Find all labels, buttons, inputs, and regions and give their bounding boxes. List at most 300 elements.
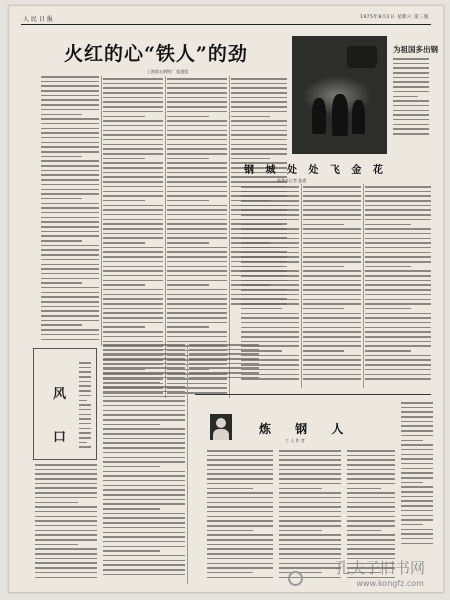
text-line: [167, 326, 209, 328]
text-line: [41, 301, 99, 303]
text-line: [41, 315, 99, 317]
text-line: [35, 473, 97, 475]
text-line: [41, 296, 99, 298]
text-line: [303, 327, 361, 329]
feng-kou-byline-column: [79, 362, 91, 452]
text-line: [365, 214, 431, 216]
text-line: [241, 303, 299, 305]
text-line: [279, 450, 341, 452]
text-line: [79, 404, 91, 406]
text-line: [79, 442, 87, 444]
text-line: [241, 327, 299, 329]
text-line: [207, 516, 273, 518]
text-line: [207, 572, 253, 574]
text-line: [103, 331, 163, 333]
text-line: [303, 299, 361, 301]
text-line: [401, 416, 433, 418]
text-line: [279, 478, 341, 480]
text-line: [231, 87, 287, 89]
text-line: [167, 242, 209, 244]
text-line: [41, 90, 99, 92]
text-line: [393, 86, 429, 88]
text-line: [41, 259, 99, 261]
text-line: [303, 374, 361, 376]
article-2-byline: 新华社记者 报道: [277, 178, 307, 183]
text-line: [103, 410, 185, 412]
text-line: [347, 502, 395, 504]
text-line: [79, 381, 91, 383]
text-line: [231, 125, 287, 127]
text-line: [103, 97, 163, 99]
text-line: [167, 116, 209, 118]
poem-stanza-column-2: [279, 450, 341, 582]
text-line: [401, 515, 433, 517]
text-line: [365, 327, 431, 329]
text-line: [393, 100, 429, 102]
text-line: [401, 411, 433, 413]
text-line: [401, 449, 433, 451]
text-line: [279, 488, 322, 490]
text-line: [35, 558, 97, 560]
text-line: [103, 195, 163, 197]
text-line: [103, 475, 185, 477]
text-line: [303, 369, 361, 371]
text-line: [241, 275, 299, 277]
text-line: [401, 477, 433, 479]
text-line: [103, 405, 185, 407]
text-line: [41, 254, 99, 256]
text-line: [401, 538, 433, 540]
text-line: [103, 353, 185, 355]
text-line: [103, 363, 185, 365]
text-line: [103, 87, 163, 89]
text-line: [103, 358, 185, 360]
text-line: [41, 132, 99, 134]
text-line: [231, 139, 287, 141]
text-line: [347, 459, 395, 461]
text-line: [79, 423, 91, 425]
text-line: [103, 503, 185, 505]
text-line: [79, 432, 91, 434]
text-line: [79, 418, 91, 420]
text-line: [303, 331, 361, 333]
text-line: [79, 428, 91, 430]
text-line: [41, 193, 99, 195]
text-line: [103, 536, 185, 538]
text-line: [365, 224, 411, 226]
text-line: [35, 553, 97, 555]
text-line: [241, 214, 299, 216]
text-line: [303, 228, 361, 230]
text-line: [207, 530, 253, 532]
portrait-face: [216, 418, 226, 428]
column-rule: [301, 184, 302, 388]
text-line: [279, 473, 341, 475]
text-line: [207, 577, 273, 579]
text-line: [347, 497, 395, 499]
text-line: [231, 158, 270, 160]
column-rule: [187, 344, 188, 584]
text-line: [41, 76, 99, 78]
text-line: [167, 275, 227, 277]
text-line: [365, 374, 431, 376]
text-line: [103, 209, 163, 211]
text-line: [365, 284, 431, 286]
text-line: [103, 200, 145, 202]
text-line: [103, 367, 185, 369]
text-line: [401, 402, 433, 404]
text-line: [231, 97, 287, 99]
text-line: [167, 195, 227, 197]
text-line: [365, 336, 431, 338]
text-line: [79, 414, 91, 416]
text-line: [167, 176, 227, 178]
text-line: [103, 480, 185, 482]
text-line: [103, 130, 163, 132]
text-line: [167, 158, 209, 160]
text-line: [103, 223, 163, 225]
text-line: [241, 247, 299, 249]
text-line: [103, 308, 163, 310]
text-line: [41, 329, 99, 331]
text-line: [347, 450, 395, 452]
text-line: [167, 237, 227, 239]
text-line: [167, 223, 227, 225]
text-line: [231, 111, 287, 113]
text-line: [241, 252, 299, 254]
text-line: [103, 322, 163, 324]
text-line: [303, 256, 361, 258]
text-line: [103, 148, 163, 150]
watermark-text: 孔夫子旧书网: [334, 559, 425, 577]
text-line: [347, 464, 395, 466]
text-line: [167, 191, 227, 193]
text-line: [279, 563, 341, 565]
text-line: [347, 539, 395, 541]
text-line: [189, 367, 259, 369]
text-line: [167, 97, 227, 99]
text-line: [103, 522, 185, 524]
text-line: [35, 502, 78, 504]
text-line: [41, 235, 99, 237]
text-line: [103, 532, 185, 534]
text-line: [103, 116, 145, 118]
text-line: [401, 496, 433, 498]
text-line: [347, 525, 395, 527]
text-line: [393, 81, 429, 83]
text-line: [41, 85, 99, 87]
text-line: [41, 320, 99, 322]
text-line: [103, 466, 160, 468]
text-line: [207, 450, 273, 452]
text-line: [207, 558, 273, 560]
text-line: [207, 525, 273, 527]
text-line: [279, 520, 341, 522]
text-line: [231, 83, 287, 85]
text-line: [35, 572, 97, 574]
text-line: [393, 124, 429, 126]
text-line: [365, 378, 431, 380]
text-line: [207, 464, 273, 466]
text-line: [241, 317, 299, 319]
text-line: [393, 128, 429, 130]
woodcut-caption-text: [393, 58, 429, 138]
text-line: [41, 231, 99, 233]
text-line: [401, 468, 433, 470]
feng-kou-title-1: 风: [53, 387, 67, 402]
text-line: [103, 341, 163, 343]
text-line: [303, 378, 361, 380]
text-line: [279, 530, 322, 532]
text-line: [103, 377, 185, 379]
text-line: [241, 284, 299, 286]
text-line: [103, 191, 163, 193]
text-line: [365, 350, 411, 352]
text-line: [103, 176, 163, 178]
text-line: [401, 472, 433, 474]
text-line: [167, 87, 227, 89]
text-line: [103, 205, 163, 207]
column-rule: [101, 76, 102, 346]
text-line: [35, 464, 97, 466]
text-line: [103, 452, 185, 454]
text-line: [231, 144, 287, 146]
text-line: [365, 313, 431, 315]
text-line: [103, 489, 185, 491]
text-line: [231, 78, 287, 80]
text-line: [167, 298, 227, 300]
text-line: [303, 270, 361, 272]
text-line: [231, 116, 270, 118]
article-2-headline: 钢 城 处 处 飞 金 花: [244, 165, 387, 176]
text-line: [103, 266, 163, 268]
text-line: [365, 238, 431, 240]
text-line: [103, 312, 163, 314]
text-line: [347, 455, 395, 457]
text-line: [41, 264, 99, 266]
text-line: [167, 101, 227, 103]
text-line: [103, 442, 185, 444]
text-line: [207, 511, 273, 513]
text-line: [103, 261, 163, 263]
text-line: [103, 372, 185, 374]
text-line: [365, 359, 431, 361]
text-line: [365, 186, 431, 188]
text-line: [103, 125, 163, 127]
text-line: [393, 72, 429, 74]
text-line: [207, 506, 273, 508]
text-line: [103, 546, 185, 548]
text-line: [41, 287, 99, 289]
text-line: [167, 219, 227, 221]
text-line: [365, 341, 431, 343]
text-line: [241, 294, 299, 296]
text-line: [79, 385, 91, 387]
text-line: [35, 520, 97, 522]
text-line: [279, 469, 341, 471]
article-2-column-3: [365, 186, 431, 386]
text-line: [79, 437, 91, 439]
text-line: [167, 172, 227, 174]
text-line: [41, 221, 99, 223]
text-line: [279, 525, 341, 527]
text-line: [103, 541, 185, 543]
text-line: [207, 520, 273, 522]
text-line: [41, 156, 82, 158]
text-line: [41, 142, 99, 144]
text-line: [279, 497, 341, 499]
masthead-rule: [21, 24, 431, 25]
text-line: [347, 516, 395, 518]
text-line: [241, 299, 299, 301]
text-line: [35, 534, 97, 536]
text-line: [103, 78, 163, 80]
text-line: [35, 492, 97, 494]
text-line: [207, 502, 273, 504]
main-byline: 上海第五钢铁厂 报道组: [147, 69, 189, 74]
text-line: [167, 162, 227, 164]
text-line: [241, 289, 299, 291]
main-headline: 火红的心“铁人”的劲: [64, 43, 248, 65]
text-line: [167, 336, 227, 338]
text-line: [103, 144, 163, 146]
text-line: [41, 334, 99, 336]
text-line: [401, 435, 433, 437]
worker-figure: [332, 94, 348, 136]
text-line: [207, 497, 273, 499]
text-line: [279, 544, 341, 546]
woodcut-illustration: [292, 36, 387, 154]
text-line: [103, 471, 185, 473]
text-line: [41, 165, 99, 167]
text-line: [167, 125, 227, 127]
text-line: [401, 407, 433, 409]
text-line: [393, 67, 429, 69]
section-divider: [195, 394, 431, 395]
text-line: [241, 233, 299, 235]
text-line: [103, 560, 185, 562]
text-line: [167, 266, 227, 268]
text-line: [393, 114, 429, 116]
text-line: [167, 92, 227, 94]
text-line: [231, 120, 287, 122]
text-line: [241, 331, 299, 333]
text-line: [365, 317, 431, 319]
text-line: [41, 324, 82, 326]
text-line: [401, 486, 433, 488]
text-line: [347, 469, 395, 471]
feng-kou-text-below: [35, 464, 97, 584]
text-line: [393, 58, 429, 60]
text-line: [365, 252, 431, 254]
text-line: [35, 483, 97, 485]
text-line: [41, 118, 99, 120]
text-line: [35, 511, 97, 513]
text-line: [303, 345, 361, 347]
text-line: [103, 303, 163, 305]
text-line: [393, 133, 429, 135]
text-line: [41, 306, 99, 308]
watermark-url: www.kongfz.com: [356, 579, 424, 588]
text-line: [167, 303, 227, 305]
text-line: [41, 151, 99, 153]
text-line: [103, 101, 163, 103]
text-line: [303, 214, 361, 216]
text-line: [303, 186, 361, 188]
portrait-body: [213, 429, 229, 440]
text-line: [303, 209, 361, 211]
text-line: [103, 233, 163, 235]
text-line: [103, 461, 185, 463]
text-line: [279, 539, 341, 541]
text-line: [103, 494, 185, 496]
text-line: [103, 111, 163, 113]
text-line: [241, 266, 282, 268]
text-line: [207, 544, 273, 546]
poem-headline: 炼 钢 人: [259, 422, 354, 436]
text-line: [41, 189, 99, 191]
text-line: [103, 242, 145, 244]
text-line: [279, 553, 341, 555]
text-line: [167, 209, 227, 211]
text-line: [41, 292, 99, 294]
text-line: [303, 284, 361, 286]
text-line: [303, 224, 344, 226]
text-line: [365, 299, 431, 301]
ladle: [347, 46, 377, 68]
text-line: [189, 358, 259, 360]
text-line: [41, 81, 99, 83]
text-line: [347, 530, 381, 532]
text-line: [41, 282, 82, 284]
text-line: [279, 567, 341, 569]
text-line: [303, 322, 361, 324]
text-line: [103, 280, 163, 282]
text-line: [103, 247, 163, 249]
text-line: [279, 502, 341, 504]
text-line: [303, 294, 361, 296]
text-line: [207, 483, 273, 485]
main-article-column-1: [41, 76, 99, 344]
text-line: [393, 105, 429, 107]
text-line: [103, 186, 163, 188]
text-line: [79, 371, 91, 373]
text-line: [241, 186, 299, 188]
worker-figure: [352, 100, 365, 134]
text-line: [365, 355, 431, 357]
text-line: [401, 505, 433, 507]
text-line: [207, 548, 273, 550]
text-line: [401, 491, 433, 493]
text-line: [167, 111, 227, 113]
text-line: [41, 123, 99, 125]
text-line: [41, 198, 82, 200]
text-line: [167, 247, 227, 249]
text-line: [103, 391, 185, 393]
text-line: [347, 520, 395, 522]
text-line: [103, 349, 185, 351]
text-line: [41, 179, 99, 181]
text-line: [303, 303, 361, 305]
text-line: [231, 92, 287, 94]
text-line: [167, 261, 227, 263]
text-line: [207, 469, 273, 471]
text-line: [79, 367, 91, 369]
text-line: [279, 455, 341, 457]
text-line: [103, 317, 163, 319]
text-line: [167, 322, 227, 324]
text-line: [79, 395, 91, 397]
